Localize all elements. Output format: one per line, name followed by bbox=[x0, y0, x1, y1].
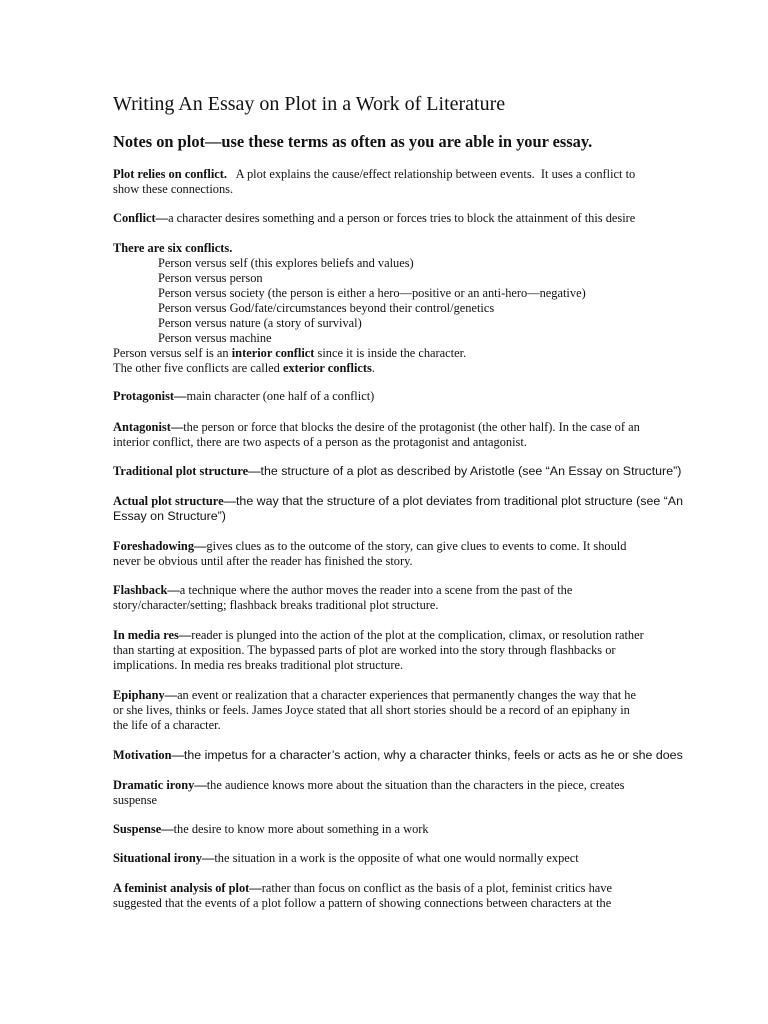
interior-conflict-note: Person versus self is an interior conflict since it is inside the character. bbox=[113, 346, 467, 360]
entry-text: the life of a character. bbox=[113, 718, 221, 732]
entry-text: rather than focus on conflict as the basis of a plot, feminist critics have bbox=[261, 881, 612, 895]
entry-epiphany bbox=[113, 688, 658, 733]
entry-in-media-res bbox=[113, 628, 658, 673]
entry-text: an event or realization that a character experiences that permanently changes the way that he bbox=[177, 688, 636, 702]
entry-text: reader is plunged into the action of the plot at the complication, climax, or resolution rather bbox=[191, 628, 644, 642]
entry-term: A feminist analysis of plot— bbox=[113, 881, 262, 895]
entry-text: or she lives, thinks or feels. James Joyce stated that all short stories should be a record of an epiphany in bbox=[113, 703, 630, 717]
entry-text: never be obvious until after the reader has finished the story. bbox=[113, 554, 413, 568]
six-conflicts-section bbox=[113, 241, 658, 376]
entry-term: Antagonist— bbox=[113, 420, 184, 434]
entry-text: interior conflict, there are two aspects of a person as the protagonist and antagonist. bbox=[113, 435, 527, 449]
entry-protagonist bbox=[113, 389, 658, 404]
entry-text: the person or force that blocks the desire of the protagonist (the other half). In the case of an bbox=[183, 420, 640, 434]
entry-flashback bbox=[113, 583, 658, 613]
entry-term: Motivation— bbox=[113, 748, 184, 762]
entry-term: Foreshadowing— bbox=[113, 539, 207, 553]
entry-situational-irony bbox=[113, 851, 658, 866]
conflict-list-item: Person versus machine bbox=[158, 331, 272, 345]
conflict-list-item: Person versus person bbox=[158, 271, 263, 285]
entry-text: gives clues as to the outcome of the story, can give clues to events to come. It should bbox=[206, 539, 627, 553]
entry-feminist-analysis bbox=[113, 881, 658, 911]
entry-text: suspense bbox=[113, 793, 158, 807]
entry-conflict bbox=[113, 211, 658, 226]
entry-text: the desire to know more about something in a work bbox=[173, 822, 429, 836]
conflict-list-item: Person versus nature (a story of survival) bbox=[158, 316, 362, 330]
entry-antagonist bbox=[113, 420, 658, 450]
entry-term: Situational irony— bbox=[113, 851, 215, 865]
entry-text: a technique where the author moves the reader into a scene from the past of the bbox=[179, 583, 573, 597]
entry-term: Epiphany— bbox=[113, 688, 178, 702]
six-conflicts-heading: There are six conflicts. bbox=[113, 241, 233, 255]
entry-foreshadowing bbox=[113, 539, 658, 569]
entry-actual-plot-structure bbox=[113, 494, 683, 524]
entry-traditional-plot-structure bbox=[113, 464, 682, 479]
entry-text: than starting at exposition. The bypassed parts of plot are worked into the story through flashbacks or bbox=[113, 643, 616, 657]
entry-term: Plot relies on conflict. bbox=[113, 167, 228, 181]
entry-text: A plot explains the cause/effect relationship between events. It uses a conflict to bbox=[227, 167, 636, 181]
conflict-list-item: Person versus God/fate/circumstances beyond their control/genetics bbox=[158, 301, 495, 315]
exterior-conflict-note: The other five conflicts are called exterior conflicts. bbox=[113, 361, 375, 375]
entry-text: a character desires something and a person or forces tries to block the attainment of this desire bbox=[168, 211, 636, 225]
entry-dramatic-irony bbox=[113, 778, 658, 808]
entry-text: show these connections. bbox=[113, 182, 234, 196]
entry-text: the structure of a plot as described by Aristotle (see “An Essay on Structure”) bbox=[260, 464, 682, 478]
entry-text: the audience knows more about the situation than the characters in the piece, creates bbox=[206, 778, 625, 792]
entry-text: story/character/setting; flashback breaks traditional plot structure. bbox=[113, 598, 439, 612]
conflict-list-item: Person versus society (the person is either a hero—positive or an anti-hero—negative) bbox=[158, 286, 586, 300]
entry-text: the way that the structure of a plot deviates from traditional plot structure (see “An bbox=[235, 494, 683, 508]
entry-term: Dramatic irony— bbox=[113, 778, 207, 792]
conflict-list-item: Person versus self (this explores beliefs and values) bbox=[158, 256, 414, 270]
entry-plot-conflict bbox=[113, 167, 658, 197]
entry-term: Flashback— bbox=[113, 583, 180, 597]
entry-text: the situation in a work is the opposite of what one would normally expect bbox=[214, 851, 579, 865]
entry-suspense bbox=[113, 822, 658, 837]
entry-term: Conflict— bbox=[113, 211, 169, 225]
document-subtitle: Notes on plot—use these terms as often as you are able in your essay. bbox=[113, 132, 593, 151]
entry-motivation bbox=[113, 748, 683, 763]
entry-term: Traditional plot structure— bbox=[113, 464, 261, 478]
entry-term: Actual plot structure— bbox=[113, 494, 236, 508]
document-title: Writing An Essay on Plot in a Work of Literature bbox=[113, 93, 506, 115]
entry-term: Protagonist— bbox=[113, 389, 187, 403]
entry-text: implications. In media res breaks traditional plot structure. bbox=[113, 658, 404, 672]
entry-term: Suspense— bbox=[113, 822, 174, 836]
entry-text: Essay on Structure”) bbox=[113, 509, 226, 523]
entry-text: main character (one half of a conflict) bbox=[186, 389, 375, 403]
entry-text: suggested that the events of a plot follow a pattern of showing connections between characters at the bbox=[113, 896, 612, 910]
entry-term: In media res— bbox=[113, 628, 192, 642]
entry-text: the impetus for a character’s action, why a character thinks, feels or acts as he or she does bbox=[183, 748, 683, 762]
